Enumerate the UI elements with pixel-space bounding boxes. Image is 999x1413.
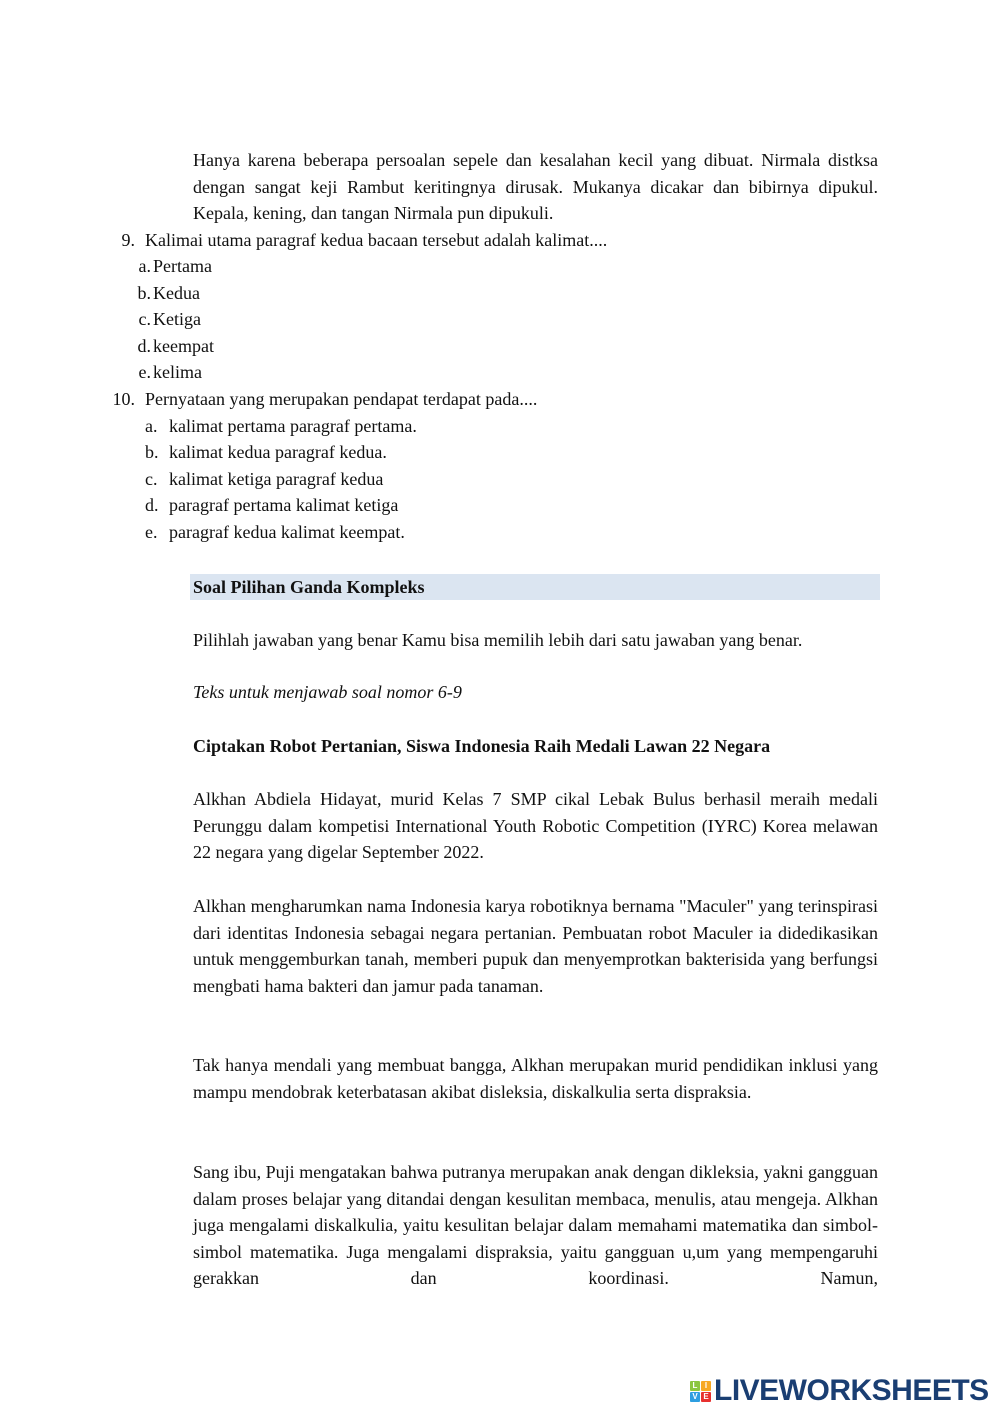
section-heading-bar	[190, 574, 880, 600]
option-a[interactable]: a. Pertama	[138, 256, 212, 276]
question-number: 10.	[112, 389, 135, 409]
option-d[interactable]: d. paragraf pertama kalimat ketiga	[145, 495, 399, 515]
option-e[interactable]: e. kelima	[138, 362, 202, 382]
option-d[interactable]: d. keempat	[137, 336, 214, 356]
question-text: Pernyataan yang merupakan pendapat terdapat pada....	[145, 389, 538, 409]
option-b[interactable]: b. kalimat kedua paragraf kedua.	[145, 442, 387, 462]
question-text: Kalimai utama paragraf kedua bacaan tersebut adalah kalimat....	[145, 230, 608, 250]
option-c[interactable]: c. Ketiga	[138, 309, 201, 329]
option-a[interactable]: a. kalimat pertama paragraf pertama.	[145, 416, 417, 436]
live-badge-icon: L I V E	[690, 1381, 711, 1402]
article-paragraph: Alkhan Abdiela Hidayat, murid Kelas 7 SMP cikal Lebak Bulus berhasil meraih medali Perunggu dalam kompetisi International Youth Robotic Competition (IYRC) Korea melawan 22 negara yang digelar September 2022.	[193, 789, 878, 862]
option-e[interactable]: e. paragraf kedua kalimat keempat.	[145, 522, 405, 542]
option-b[interactable]: b. Kedua	[137, 283, 200, 303]
section-heading: Soal Pilihan Ganda Kompleks	[193, 577, 425, 597]
passage-ending: Hanya karena beberapa persoalan sepele dan kesalahan kecil yang dibuat. Nirmala distksa dengan sangat keji Rambut keritingnya dirusak. Mukanya dicakar dan bibirnya dipukul. Kepala, kening, dan tangan Nirmala pun dipukuli.	[193, 150, 878, 223]
article-paragraph: Tak hanya mendali yang membuat bangga, Alkhan merupakan murid pendidikan inklusi yang mampu mendobrak keterbatasan akibat disleksia, diskalkulia serta dispraksia.	[193, 1055, 878, 1102]
article-paragraph: Alkhan mengharumkan nama Indonesia karya robotiknya bernama "Maculer" yang terinspirasi dari identitas Indonesia sebagai negara pertanian. Pembuatan robot Maculer ia didedikasikan untuk menggemburkan tanah, memberi pupuk dan menyemprotkan bakterisida yang berfungsi mengbati hama bakteri dan jamur pada tanaman.	[193, 896, 878, 996]
question-number: 9.	[121, 230, 135, 250]
liveworksheets-logo	[690, 1374, 989, 1408]
instruction: Pilihlah jawaban yang benar Kamu bisa memilih lebih dari satu jawaban yang benar.	[193, 630, 803, 650]
article-paragraph: Sang ibu, Puji mengatakan bahwa putranya merupakan anak dengan dikleksia, yakni gangguan dalam proses belajar yang ditandai dengan kesulitan membaca, menulis, atau mengeja. Alkhan juga mengalami diskalkulia, yaitu kesulitan belajar dalam memahami matematika dan simbol-simbol matematika. Juga mengalami dispraksia, yaitu gangguan u,um yang mempengaruhi gerakkan dan koordinasi. Namun,	[193, 1162, 878, 1288]
text-note: Teks untuk menjawab soal nomor 6-9	[193, 682, 462, 702]
article-title: Ciptakan Robot Pertanian, Siswa Indonesia Raih Medali Lawan 22 Negara	[193, 736, 771, 756]
logo-text: LIVEWORKSHEETS	[714, 1374, 989, 1407]
option-c[interactable]: c. kalimat ketiga paragraf kedua	[145, 469, 384, 489]
